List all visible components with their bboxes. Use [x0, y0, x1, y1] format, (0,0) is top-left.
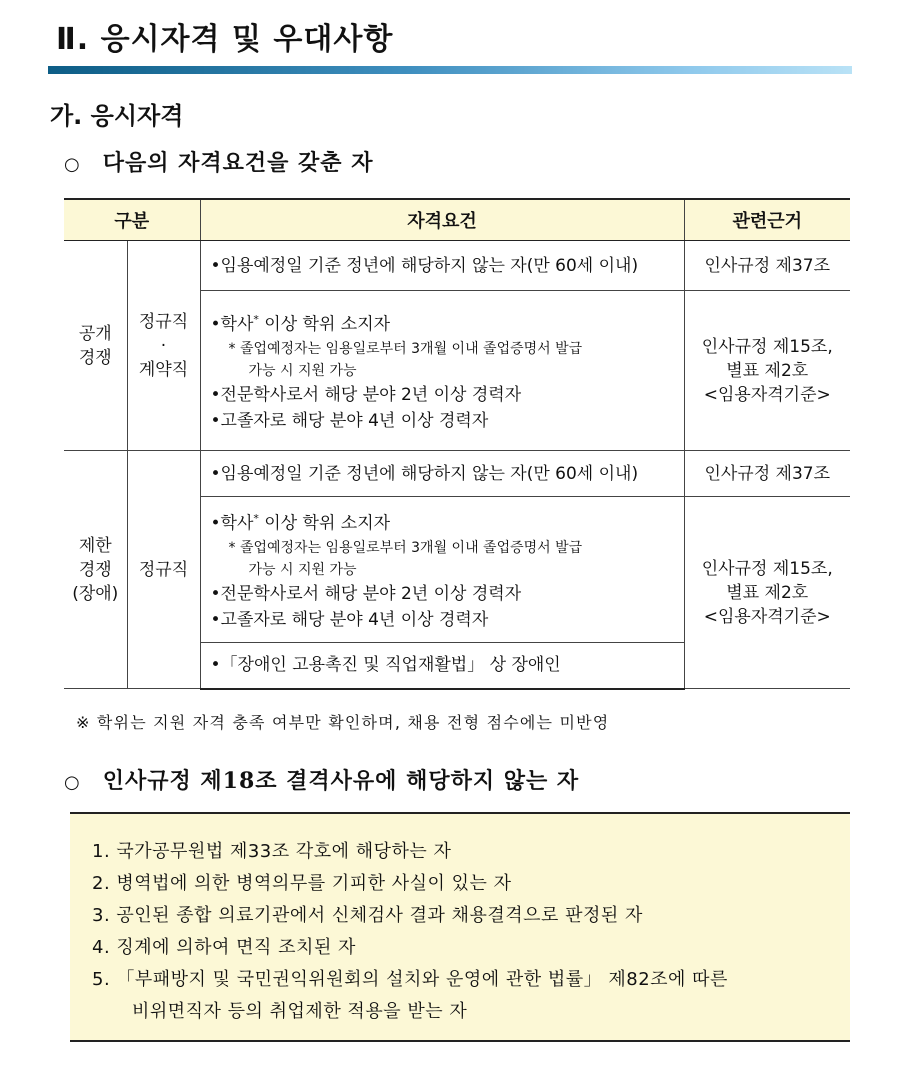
graduate-note-cont: 가능 시 지원 가능 — [248, 362, 357, 379]
table-row — [64, 241, 850, 291]
requirement-highschool: •고졸자로 해당 분야 4년 이상 경력자 — [210, 609, 489, 630]
requirement-associate: •전문학사로서 해당 분야 2년 이상 경력자 — [210, 583, 522, 604]
circle-bullet-icon: ○ — [64, 772, 81, 793]
list-item-continuation: 비위면직자 등의 취업제한 적용을 받는 자 — [132, 1001, 468, 1022]
basis-article15: 인사규정 제15조, 별표 제2호 <임용자격기준> — [684, 291, 850, 451]
disqualification-box — [70, 812, 850, 1042]
table-row — [64, 451, 850, 497]
list-item: 3. 공인된 종합 의료기관에서 신체검사 결과 채용결격으로 판정된 자 — [92, 905, 643, 926]
category-open-competition: 공개 경쟁 — [64, 241, 127, 451]
disqualification-heading-text: 인사규정 제18조 결격사유에 해당하지 않는 자 — [102, 768, 580, 794]
section-title: Ⅱ. 응시자격 및 우대사항 — [56, 22, 394, 57]
graduate-note-cont: 가능 시 지원 가능 — [248, 561, 357, 578]
basis-article15: 인사규정 제15조, 별표 제2호 <임용자격기준> — [684, 497, 850, 689]
disqualification-heading — [64, 764, 579, 795]
requirement-age: •임용예정일 기준 정년에 해당하지 않는 자(만 60세 이내) — [200, 241, 684, 291]
requirements-heading — [64, 146, 373, 177]
basis-article37: 인사규정 제37조 — [684, 241, 850, 291]
requirements-heading-text: 다음의 자격요건을 갖춘 자 — [102, 150, 374, 176]
header-category: 구분 — [64, 199, 200, 241]
list-item: 1. 국가공무원법 제33조 각호에 해당하는 자 — [92, 841, 452, 862]
requirement-disability: •「장애인 고용촉진 및 직업재활법」 상 장애인 — [200, 643, 684, 689]
basis-article37: 인사규정 제37조 — [684, 451, 850, 497]
title-underline-bar — [48, 66, 852, 74]
header-requirements: 자격요건 — [200, 199, 684, 241]
subsection-title: 가. 응시자격 — [50, 102, 184, 130]
requirement-degree-rest: 이상 학위 소지자 — [258, 513, 391, 534]
list-item: 4. 징계에 의하여 면직 조치된 자 — [92, 937, 356, 958]
table-header-row — [64, 199, 850, 241]
requirement-degree: •학사 — [210, 513, 254, 534]
requirement-degree: •학사 — [210, 314, 254, 335]
employment-type: 정규직 · 계약직 — [127, 241, 200, 451]
degree-footnote: ※ 학위는 지원 자격 충족 여부만 확인하며, 채용 전형 점수에는 미반영 — [76, 713, 610, 732]
graduate-note: * 졸업예정자는 임용일로부터 3개월 이내 졸업증명서 발급 — [228, 340, 583, 357]
requirements-table — [64, 198, 850, 690]
list-item: 2. 병역법에 의한 병역의무를 기피한 사실이 있는 자 — [92, 873, 512, 894]
header-basis: 관련근거 — [684, 199, 850, 241]
requirement-degree-rest: 이상 학위 소지자 — [258, 314, 391, 335]
requirement-degree-block — [200, 497, 684, 643]
requirement-associate: •전문학사로서 해당 분야 2년 이상 경력자 — [210, 384, 522, 405]
graduate-note: * 졸업예정자는 임용일로부터 3개월 이내 졸업증명서 발급 — [228, 539, 583, 556]
category-restricted-competition: 제한 경쟁 (장애) — [64, 451, 127, 689]
employment-type: 정규직 — [127, 451, 200, 689]
list-item: 5. 「부패방지 및 국민권익위원회의 설치와 운영에 관한 법률」 제82조에 따른 — [92, 969, 728, 990]
requirement-highschool: •고졸자로 해당 분야 4년 이상 경력자 — [210, 410, 489, 431]
circle-bullet-icon: ○ — [64, 154, 81, 175]
footnote-marker: * — [253, 313, 259, 327]
requirement-degree-block — [200, 291, 684, 451]
requirement-age: •임용예정일 기준 정년에 해당하지 않는 자(만 60세 이내) — [200, 451, 684, 497]
footnote-marker: * — [253, 512, 259, 526]
